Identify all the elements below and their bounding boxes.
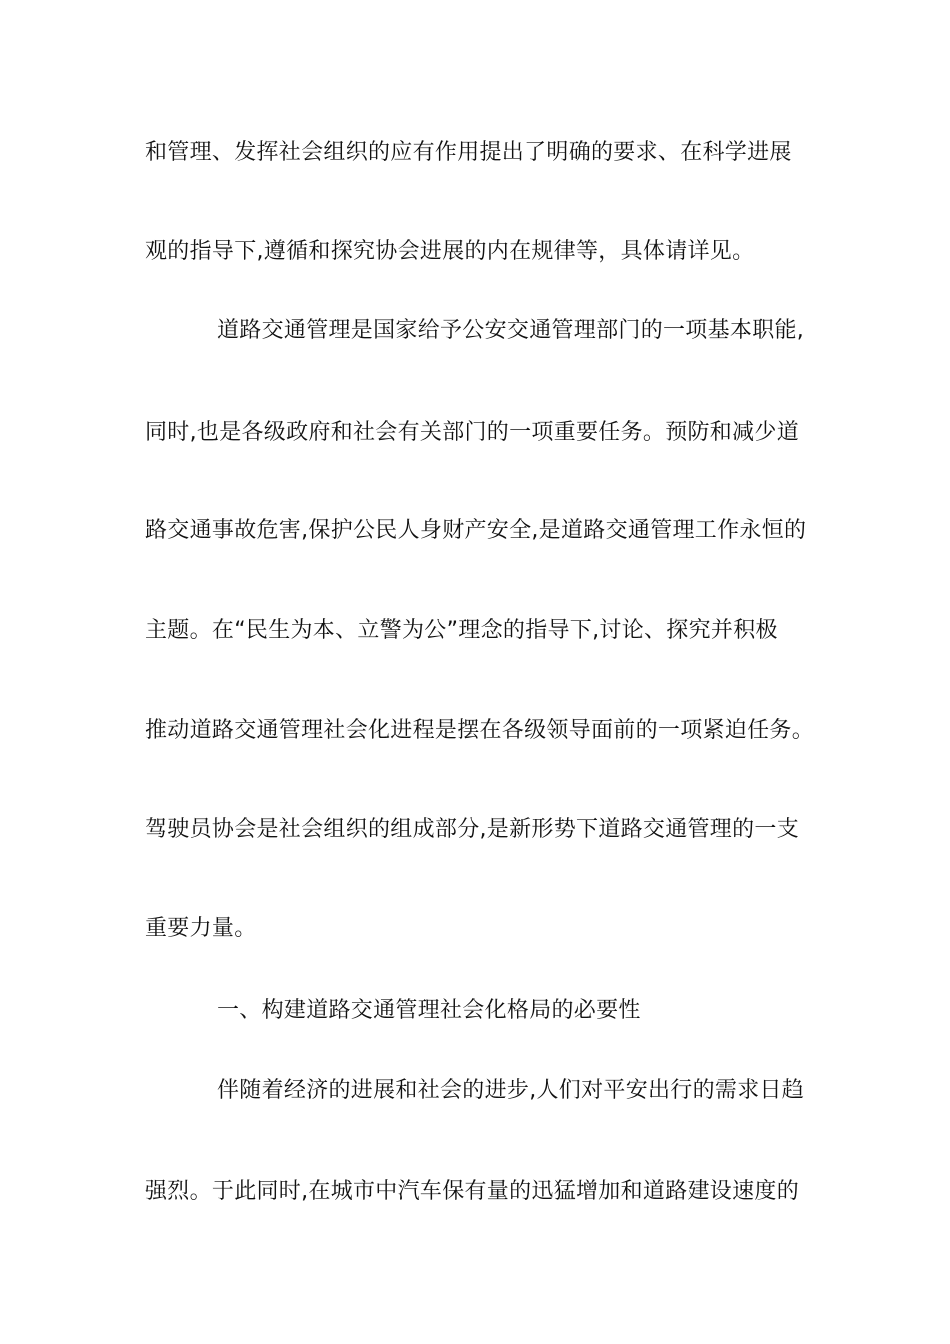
paragraph-line: 主题。在“民生为本、立警为公”理念的指导下,讨论、探究并积极	[145, 618, 778, 643]
paragraph-line: 同时,也是各级政府和社会有关部门的一项重要任务。预防和减少道	[145, 420, 799, 445]
paragraph-line: 和管理、发挥社会组织的应有作用提出了明确的要求、在科学进展	[145, 140, 792, 165]
section-heading: 一、构建道路交通管理社会化格局的必要性	[217, 998, 641, 1023]
paragraph-line: 驾驶员协会是社会组织的组成部分,是新形势下道路交通管理的一支	[145, 817, 799, 842]
paragraph-line: 观的指导下,遵循和探究协会进展的内在规律等，具体请详见。	[145, 239, 755, 264]
paragraph-line: 强烈。于此同时,在城市中汽车保有量的迅猛增加和道路建设速度的	[145, 1179, 799, 1204]
paragraph-line: 推动道路交通管理社会化进程是摆在各级领导面前的一项紧迫任务。	[145, 718, 815, 743]
paragraph-line: 重要力量。	[145, 916, 257, 941]
paragraph-line: 路交通事故危害,保护公民人身财产安全,是道路交通管理工作永恒的	[145, 518, 807, 543]
paragraph-line: 伴随着经济的进展和社会的进步,人们对平安出行的需求日趋	[217, 1078, 805, 1103]
paragraph-line: 道路交通管理是国家给予公安交通管理部门的一项基本职能,	[217, 318, 805, 343]
